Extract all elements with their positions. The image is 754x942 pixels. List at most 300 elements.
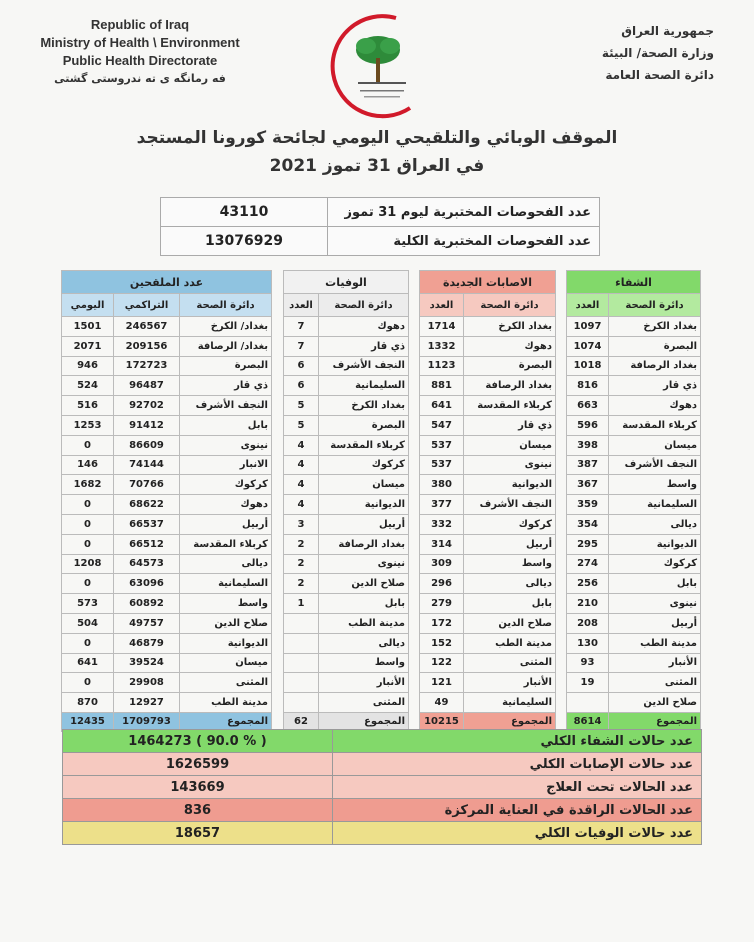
recovery-row — [567, 336, 701, 356]
vaccinated-daily: 146 — [62, 455, 114, 475]
deaths-dept: نينوى — [319, 554, 409, 574]
vaccinated-dept: ديالى — [180, 554, 272, 574]
overall-totals-rows — [63, 730, 702, 845]
header-arabic-block — [544, 20, 714, 86]
deaths-count: 6 — [284, 356, 319, 376]
vaccinated-row — [62, 554, 272, 574]
recovery-count: 367 — [567, 475, 609, 495]
cases-count: 172 — [420, 613, 464, 633]
recovery-row — [567, 554, 701, 574]
vaccinated-daily: 1682 — [62, 475, 114, 495]
ministry-logo — [318, 10, 438, 120]
deaths-rows — [284, 317, 409, 713]
cases-dept: الأنبار — [464, 673, 556, 693]
deaths-dept: النجف الأشرف — [319, 356, 409, 376]
vaccinated-row — [62, 653, 272, 673]
cases-row — [420, 554, 556, 574]
vaccinated-dept: بغداد/ الرصافة — [180, 336, 272, 356]
header-country-ar: جمهورية العراق — [621, 24, 714, 38]
deaths-count: 2 — [284, 554, 319, 574]
vaccinated-daily: 0 — [62, 435, 114, 455]
vaccinated-dept: الانبار — [180, 455, 272, 475]
vaccinated-row — [62, 673, 272, 693]
recovery-dept: مدينة الطب — [609, 633, 701, 653]
vaccinated-daily: 524 — [62, 376, 114, 396]
deaths-count: 4 — [284, 435, 319, 455]
recovery-row — [567, 673, 701, 693]
recovery-count: 387 — [567, 455, 609, 475]
cases-dept: ديالى — [464, 574, 556, 594]
deaths-row — [284, 356, 409, 376]
vaccinated-cumulative: 68622 — [114, 495, 180, 515]
deaths-count: 5 — [284, 396, 319, 416]
vaccinated-row — [62, 396, 272, 416]
lab-tests-summary — [160, 197, 600, 256]
deaths-row — [284, 455, 409, 475]
deaths-row — [284, 693, 409, 713]
vaccinated-daily: 504 — [62, 613, 114, 633]
vaccinated-dept: نينوى — [180, 435, 272, 455]
vaccinated-dept: صلاح الدين — [180, 613, 272, 633]
deaths-row — [284, 613, 409, 633]
cases-dept: ذي قار — [464, 415, 556, 435]
vaccinated-cumulative: 70766 — [114, 475, 180, 495]
cases-count: 309 — [420, 554, 464, 574]
vaccinated-cumulative: 29908 — [114, 673, 180, 693]
cases-count: 332 — [420, 514, 464, 534]
cases-row — [420, 435, 556, 455]
deaths-col-dept: دائرة الصحة — [319, 294, 409, 317]
daily-tests-value: 43110 — [161, 198, 328, 227]
cases-dept: واسط — [464, 554, 556, 574]
deaths-total-value: 62 — [284, 712, 319, 731]
deaths-row — [284, 415, 409, 435]
vaccinated-cumulative: 209156 — [114, 336, 180, 356]
overall-total-value: 1464273 ( 90.0 % ) — [63, 730, 333, 753]
recovery-count: 663 — [567, 396, 609, 416]
deaths-dept: مدينة الطب — [319, 613, 409, 633]
cases-dept: الديوانية — [464, 475, 556, 495]
recovery-row — [567, 633, 701, 653]
vaccinated-dept: السليمانية — [180, 574, 272, 594]
recovery-count: 596 — [567, 415, 609, 435]
cases-row — [420, 415, 556, 435]
deaths-col-count: العدد — [284, 294, 319, 317]
cases-col-dept: دائرة الصحة — [464, 294, 556, 317]
vaccinated-cumulative: 63096 — [114, 574, 180, 594]
deaths-dept: البصرة — [319, 415, 409, 435]
deaths-count: 4 — [284, 475, 319, 495]
logo-emblem-icon — [318, 10, 438, 120]
deaths-count — [284, 613, 319, 633]
recovery-row — [567, 653, 701, 673]
deaths-row — [284, 435, 409, 455]
cases-dept: بغداد الرصافة — [464, 376, 556, 396]
recovery-count: 295 — [567, 534, 609, 554]
vaccinated-cumulative: 60892 — [114, 594, 180, 614]
cases-count: 380 — [420, 475, 464, 495]
cases-count: 537 — [420, 435, 464, 455]
cases-row — [420, 673, 556, 693]
overall-total-value: 18657 — [63, 822, 333, 845]
deaths-dept: بغداد الرصافة — [319, 534, 409, 554]
vaccinated-col-dept: دائرة الصحة — [180, 294, 272, 317]
vaccinated-row — [62, 594, 272, 614]
deaths-row — [284, 396, 409, 416]
recovery-dept: ميسان — [609, 435, 701, 455]
vaccinated-cumulative: 96487 — [114, 376, 180, 396]
recovery-table — [566, 270, 701, 732]
deaths-count — [284, 673, 319, 693]
cases-row — [420, 653, 556, 673]
vaccinated-total-cumulative: 1709793 — [114, 712, 180, 731]
report-date: في العراق 31 تموز 2021 — [269, 156, 485, 176]
daily-tests-row — [161, 198, 600, 227]
cases-row — [420, 693, 556, 713]
vaccinated-daily: 0 — [62, 495, 114, 515]
recovery-dept: البصرة — [609, 336, 701, 356]
recovery-row — [567, 415, 701, 435]
overall-total-value: 1626599 — [63, 753, 333, 776]
vaccinated-dept: دهوك — [180, 495, 272, 515]
recovery-row — [567, 594, 701, 614]
deaths-row — [284, 317, 409, 337]
cases-row — [420, 613, 556, 633]
vaccinated-dept: البصرة — [180, 356, 272, 376]
cases-dept: نينوى — [464, 455, 556, 475]
deaths-dept: ميسان — [319, 475, 409, 495]
vaccinated-caption: عدد الملقحين — [62, 271, 272, 294]
deaths-count: 2 — [284, 574, 319, 594]
recovery-count: 19 — [567, 673, 609, 693]
overall-total-label: عدد الحالات تحت العلاج — [333, 776, 702, 799]
cases-total-label: المجموع — [464, 712, 556, 731]
recovery-count: 208 — [567, 613, 609, 633]
recovery-dept: ذي قار — [609, 376, 701, 396]
recovery-dept: كربلاء المقدسة — [609, 415, 701, 435]
vaccinated-dept: ذي قار — [180, 376, 272, 396]
recovery-dept: كركوك — [609, 554, 701, 574]
cases-dept: البصرة — [464, 356, 556, 376]
cases-row — [420, 376, 556, 396]
deaths-count: 4 — [284, 495, 319, 515]
vaccinated-row — [62, 455, 272, 475]
vaccinated-dept: بغداد/ الكرخ — [180, 317, 272, 337]
vaccinated-daily: 641 — [62, 653, 114, 673]
deaths-row — [284, 653, 409, 673]
vaccinated-cumulative: 172723 — [114, 356, 180, 376]
vaccinated-daily: 1253 — [62, 415, 114, 435]
overall-total-row — [63, 822, 702, 845]
cases-row — [420, 514, 556, 534]
vaccinated-cumulative: 66537 — [114, 514, 180, 534]
deaths-dept: صلاح الدين — [319, 574, 409, 594]
cases-count: 537 — [420, 455, 464, 475]
header-country: Republic of Iraq — [90, 17, 190, 32]
recovery-row — [567, 376, 701, 396]
vaccinated-dept: واسط — [180, 594, 272, 614]
recovery-row — [567, 514, 701, 534]
vaccinated-row — [62, 356, 272, 376]
recovery-row — [567, 455, 701, 475]
recovery-col-dept: دائرة الصحة — [609, 294, 701, 317]
overall-total-row — [63, 730, 702, 753]
recovery-count: 256 — [567, 574, 609, 594]
vaccinated-cumulative: 92702 — [114, 396, 180, 416]
vaccinated-dept: بابل — [180, 415, 272, 435]
deaths-dept: ديالى — [319, 633, 409, 653]
vaccinated-daily: 0 — [62, 534, 114, 554]
cases-count: 122 — [420, 653, 464, 673]
overall-total-row — [63, 753, 702, 776]
deaths-count — [284, 693, 319, 713]
header-kurdish: فه رمانگه ى ته ندروستى گشتى — [54, 72, 226, 85]
deaths-dept: ذي قار — [319, 336, 409, 356]
recovery-dept: نينوى — [609, 594, 701, 614]
deaths-row — [284, 514, 409, 534]
recovery-total-label: المجموع — [609, 712, 701, 731]
recovery-row — [567, 317, 701, 337]
recovery-dept: دهوك — [609, 396, 701, 416]
vaccinated-total-label: المجموع — [180, 712, 272, 731]
recovery-col-count: العدد — [567, 294, 609, 317]
vaccinated-cumulative: 49757 — [114, 613, 180, 633]
vaccinated-daily: 946 — [62, 356, 114, 376]
total-tests-row — [161, 227, 600, 256]
recovery-rows — [567, 317, 701, 713]
recovery-count: 359 — [567, 495, 609, 515]
cases-dept: ميسان — [464, 435, 556, 455]
recovery-count: 1097 — [567, 317, 609, 337]
cases-total-value: 10215 — [420, 712, 464, 731]
deaths-count — [284, 633, 319, 653]
recovery-count: 398 — [567, 435, 609, 455]
cases-dept: النجف الأشرف — [464, 495, 556, 515]
vaccinated-dept: الديوانية — [180, 633, 272, 653]
header-ministry-ar: وزارة الصحة/ البيئة — [601, 46, 714, 60]
vaccinated-table — [61, 270, 272, 732]
vaccinated-cumulative: 12927 — [114, 693, 180, 713]
cases-dept: أربيل — [464, 534, 556, 554]
deaths-dept: الأنبار — [319, 673, 409, 693]
recovery-row — [567, 693, 701, 713]
vaccinated-cumulative: 64573 — [114, 554, 180, 574]
recovery-dept: السليمانية — [609, 495, 701, 515]
total-tests-value: 13076929 — [161, 227, 328, 256]
vaccinated-row — [62, 435, 272, 455]
vaccinated-row — [62, 693, 272, 713]
recovery-dept: بغداد الكرخ — [609, 317, 701, 337]
vaccinated-cumulative: 91412 — [114, 415, 180, 435]
vaccinated-daily: 1208 — [62, 554, 114, 574]
vaccinated-col-cumulative: التراكمي — [114, 294, 180, 317]
vaccinated-daily: 0 — [62, 673, 114, 693]
recovery-row — [567, 613, 701, 633]
vaccinated-cumulative: 66512 — [114, 534, 180, 554]
deaths-count: 2 — [284, 534, 319, 554]
deaths-row — [284, 336, 409, 356]
recovery-dept: الأنبار — [609, 653, 701, 673]
deaths-row — [284, 574, 409, 594]
cases-caption: الاصابات الجديدة — [420, 271, 556, 294]
cases-dept: مدينة الطب — [464, 633, 556, 653]
vaccinated-daily: 0 — [62, 574, 114, 594]
deaths-count — [284, 653, 319, 673]
cases-count: 377 — [420, 495, 464, 515]
cases-row — [420, 317, 556, 337]
vaccinated-row — [62, 317, 272, 337]
vaccinated-row — [62, 495, 272, 515]
vaccinated-dept: كربلاء المقدسة — [180, 534, 272, 554]
cases-count: 152 — [420, 633, 464, 653]
cases-row — [420, 633, 556, 653]
cases-count: 296 — [420, 574, 464, 594]
deaths-row — [284, 673, 409, 693]
cases-count: 279 — [420, 594, 464, 614]
cases-count: 881 — [420, 376, 464, 396]
vaccinated-daily: 2071 — [62, 336, 114, 356]
total-tests-label: عدد الفحوصات المختبرية الكلية — [328, 227, 600, 256]
cases-row — [420, 336, 556, 356]
deaths-dept: السليمانية — [319, 376, 409, 396]
vaccinated-row — [62, 415, 272, 435]
vaccinated-dept: مدينة الطب — [180, 693, 272, 713]
recovery-row — [567, 534, 701, 554]
cases-count: 1123 — [420, 356, 464, 376]
cases-dept: دهوك — [464, 336, 556, 356]
cases-dept: المثنى — [464, 653, 556, 673]
cases-row — [420, 574, 556, 594]
deaths-row — [284, 495, 409, 515]
deaths-dept: بغداد الكرخ — [319, 396, 409, 416]
cases-dept: كركوك — [464, 514, 556, 534]
vaccinated-cumulative: 39524 — [114, 653, 180, 673]
vaccinated-cumulative: 246567 — [114, 317, 180, 337]
cases-dept: بابل — [464, 594, 556, 614]
vaccinated-cumulative: 74144 — [114, 455, 180, 475]
vaccinated-daily: 0 — [62, 633, 114, 653]
vaccinated-row — [62, 376, 272, 396]
cases-dept: السليمانية — [464, 693, 556, 713]
deaths-count: 7 — [284, 336, 319, 356]
overall-total-label: عدد حالات الإصابات الكلي — [333, 753, 702, 776]
recovery-count — [567, 693, 609, 713]
recovery-row — [567, 495, 701, 515]
cases-count: 1714 — [420, 317, 464, 337]
vaccinated-col-daily: اليومي — [62, 294, 114, 317]
deaths-row — [284, 376, 409, 396]
recovery-dept: بغداد الرصافة — [609, 356, 701, 376]
deaths-dept: كركوك — [319, 455, 409, 475]
header-ministry: Ministry of Health \ Environment — [40, 35, 240, 50]
overall-total-label: عدد الحالات الراقدة في العناية المركزة — [333, 799, 702, 822]
vaccinated-total-daily: 12435 — [62, 712, 114, 731]
vaccinated-daily: 516 — [62, 396, 114, 416]
overall-total-value: 143669 — [63, 776, 333, 799]
recovery-count: 1018 — [567, 356, 609, 376]
cases-count: 1332 — [420, 336, 464, 356]
deaths-total-label: المجموع — [319, 712, 409, 731]
recovery-count: 130 — [567, 633, 609, 653]
deaths-count: 3 — [284, 514, 319, 534]
deaths-count: 7 — [284, 317, 319, 337]
deaths-row — [284, 475, 409, 495]
overall-total-value: 836 — [63, 799, 333, 822]
cases-count: 49 — [420, 693, 464, 713]
vaccinated-row — [62, 613, 272, 633]
overall-total-label: عدد حالات الوفيات الكلي — [333, 822, 702, 845]
deaths-count: 6 — [284, 376, 319, 396]
deaths-count: 4 — [284, 455, 319, 475]
overall-total-label: عدد حالات الشفاء الكلي — [333, 730, 702, 753]
deaths-count: 1 — [284, 594, 319, 614]
overall-total-row — [63, 776, 702, 799]
recovery-dept: الديوانية — [609, 534, 701, 554]
vaccinated-dept: النجف الأشرف — [180, 396, 272, 416]
vaccinated-cumulative: 46879 — [114, 633, 180, 653]
recovery-count: 274 — [567, 554, 609, 574]
daily-tests-label: عدد الفحوصات المختبرية ليوم 31 تموز — [328, 198, 600, 227]
header-english-block — [20, 16, 260, 88]
deaths-dept: أربيل — [319, 514, 409, 534]
cases-row — [420, 396, 556, 416]
recovery-row — [567, 574, 701, 594]
cases-col-count: العدد — [420, 294, 464, 317]
recovery-row — [567, 356, 701, 376]
deaths-dept: الديوانية — [319, 495, 409, 515]
recovery-count: 354 — [567, 514, 609, 534]
vaccinated-row — [62, 475, 272, 495]
deaths-dept: كربلاء المقدسة — [319, 435, 409, 455]
vaccinated-daily: 573 — [62, 594, 114, 614]
recovery-dept: صلاح الدين — [609, 693, 701, 713]
cases-row — [420, 475, 556, 495]
cases-row — [420, 495, 556, 515]
vaccinated-daily: 870 — [62, 693, 114, 713]
cases-row — [420, 356, 556, 376]
report-title: الموقف الوبائي والتلقيحي اليومي لجائحة كورونا المستجد — [136, 128, 618, 148]
cases-dept: بغداد الكرخ — [464, 317, 556, 337]
cases-count: 121 — [420, 673, 464, 693]
cases-count: 547 — [420, 415, 464, 435]
recovery-total-value: 8614 — [567, 712, 609, 731]
recovery-count: 1074 — [567, 336, 609, 356]
cases-row — [420, 455, 556, 475]
deaths-row — [284, 594, 409, 614]
vaccinated-row — [62, 514, 272, 534]
recovery-dept: المثنى — [609, 673, 701, 693]
recovery-count: 816 — [567, 376, 609, 396]
cases-dept: كربلاء المقدسة — [464, 396, 556, 416]
deaths-row — [284, 534, 409, 554]
deaths-dept: المثنى — [319, 693, 409, 713]
recovery-dept: أربيل — [609, 613, 701, 633]
cases-count: 641 — [420, 396, 464, 416]
recovery-dept: واسط — [609, 475, 701, 495]
deaths-caption: الوفيات — [284, 271, 409, 294]
recovery-dept: النجف الأشرف — [609, 455, 701, 475]
vaccinated-row — [62, 633, 272, 653]
overall-total-row — [63, 799, 702, 822]
new-cases-table — [419, 270, 556, 732]
vaccinated-daily: 1501 — [62, 317, 114, 337]
recovery-dept: بابل — [609, 574, 701, 594]
recovery-row — [567, 435, 701, 455]
recovery-row — [567, 475, 701, 495]
cases-count: 314 — [420, 534, 464, 554]
vaccinated-rows — [62, 317, 272, 713]
cases-dept: صلاح الدين — [464, 613, 556, 633]
